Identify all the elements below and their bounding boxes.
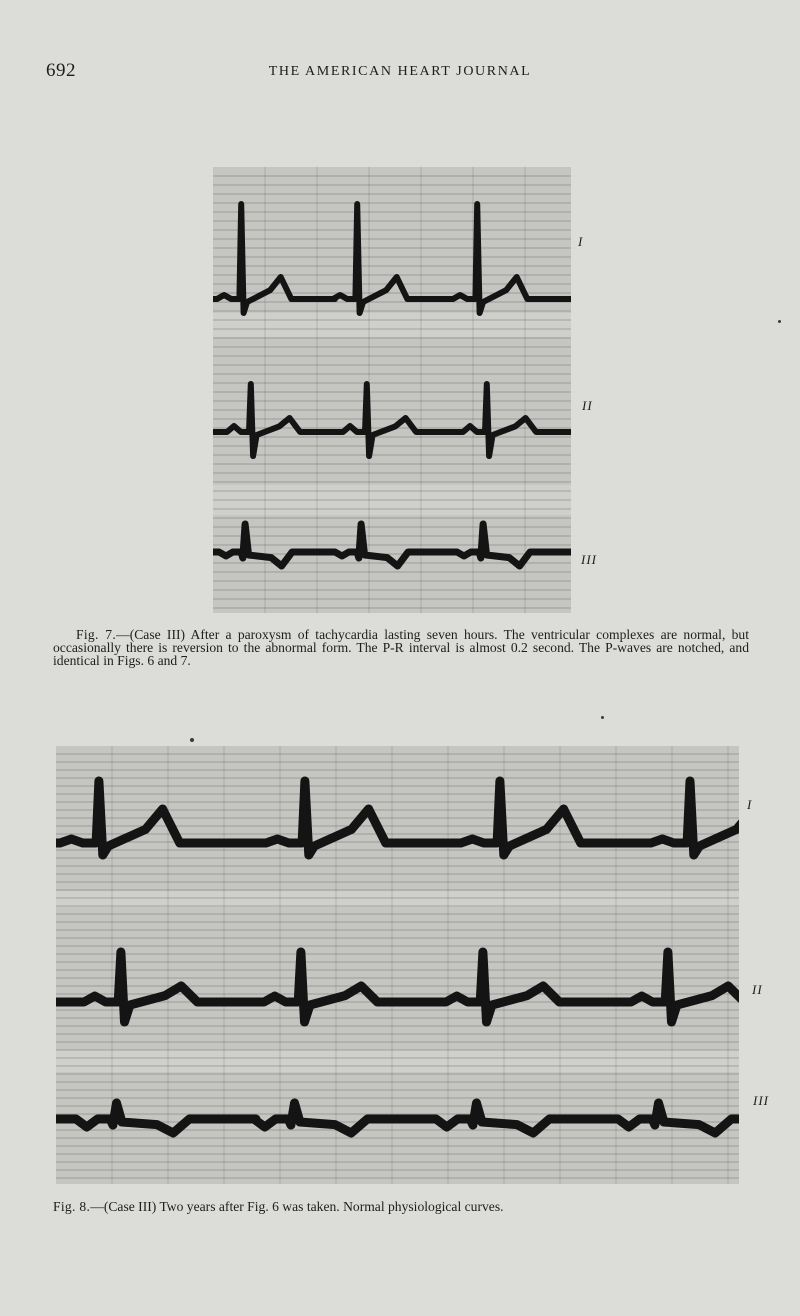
figure-7-lead-label-2: II (582, 398, 593, 413)
figure-7-lead-separator (213, 313, 571, 337)
print-speck (190, 738, 194, 742)
figure-8-caption (53, 1200, 753, 1213)
figure-7-electrocardiogram (213, 167, 571, 613)
figure-7-tracing (213, 167, 571, 613)
figure-8-caption-text: —(Case III) Two years after Fig. 6 was taken. Normal physiological curves. (90, 1199, 504, 1214)
figure-8-lead-label-1: I (747, 797, 753, 812)
running-head: THE AMERICAN HEART JOURNAL (268, 64, 532, 79)
figure-8-lead-separator (56, 1050, 739, 1072)
page-number: 692 (46, 60, 76, 81)
figure-8-tracing (56, 746, 739, 1184)
figure-7-caption (53, 628, 749, 667)
figure-8-electrocardiogram (56, 746, 739, 1184)
figure-7-caption-text: —(Case III) After a paroxysm of tachycardia lasting seven hours. The ventricular complexes are normal, but occasionally there is reversion to the abnormal form. The P-R interval is almost 0.2 second. The P-waves are notched, and identical in Figs. 6 and 7. (53, 627, 749, 668)
figure-8-caption-label: Fig. 8. (53, 1199, 91, 1214)
figure-8-lead-label-2: II (752, 982, 763, 997)
figure-7-lead-label-3: III (581, 552, 597, 567)
figure-7-lead-label-1: I (578, 234, 584, 249)
figure-8-lead-separator (56, 891, 739, 907)
figure-7-caption-label: Fig. 7. (76, 627, 117, 642)
figure-8-lead-2-trace (56, 952, 739, 1022)
figure-8-lead-3-trace (56, 1103, 739, 1133)
figure-8-lead-label-3: III (753, 1093, 769, 1108)
figure-7-lead-2-trace (213, 384, 571, 456)
figure-7-lead-1-trace (213, 204, 571, 313)
print-speck (778, 320, 781, 323)
print-speck (601, 716, 604, 719)
grid-lines (213, 167, 571, 613)
